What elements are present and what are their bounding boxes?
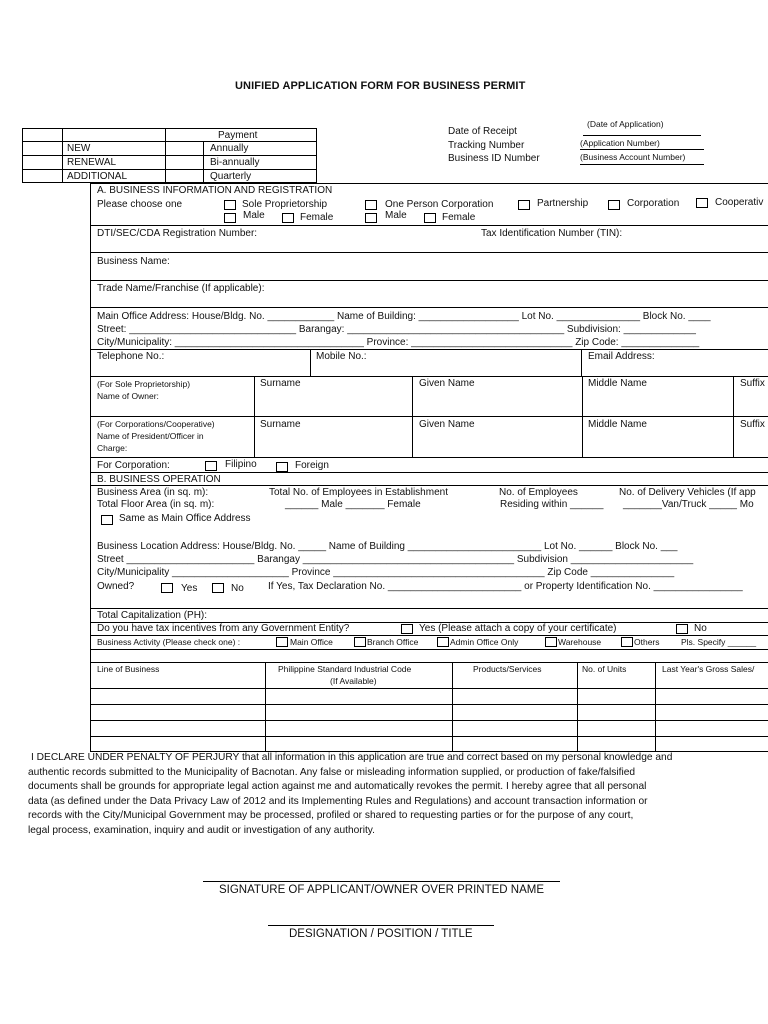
lob-header-psic-sub: (If Available) — [330, 676, 377, 686]
business-activity-label: Business Activity (Please check one) : — [97, 637, 241, 647]
incentives-yes-label: Yes (Please attach a copy of your certificate) — [419, 623, 617, 634]
owner-label-1: (For Sole Proprietorship) — [97, 379, 191, 389]
owner-surname-label: Surname — [260, 378, 301, 389]
corporation-checkbox[interactable] — [608, 200, 620, 210]
main-office-address-line1: Main Office Address: House/Bldg. No. ____________ Name of Building: __________________ Lot No. _______________ Block No. ____ — [97, 311, 711, 322]
admin-office-checkbox[interactable] — [437, 637, 449, 647]
employees-gender-line: ______ Male _______ Female — [285, 499, 421, 510]
application-number: (Application Number) — [580, 138, 660, 148]
dti-label: DTI/SEC/CDA Registration Number: — [97, 228, 258, 239]
delivery-vehicles-label: No. of Delivery Vehicles (If app — [619, 487, 756, 498]
sp-female-label: Female — [300, 212, 334, 223]
opc-female-label: Female — [442, 212, 476, 223]
president-suffix-label: Suffix — [740, 419, 765, 430]
mobile-label: Mobile No.: — [316, 351, 367, 362]
telephone-label: Telephone No.: — [97, 351, 165, 362]
incentives-no-checkbox[interactable] — [676, 624, 688, 634]
same-as-main-label: Same as Main Office Address — [119, 513, 251, 524]
tax-incentives-label: Do you have tax incentives from any Government Entity? — [97, 623, 350, 634]
president-label-1: (For Corporations/Cooperative) — [97, 419, 215, 429]
designation-line[interactable] — [268, 925, 494, 926]
business-account-number: (Business Account Number) — [580, 152, 686, 162]
van-truck-line: _______Van/Truck _____ Mo — [623, 499, 754, 510]
payment-annually[interactable]: Annually — [210, 143, 249, 154]
business-location-line1: Business Location Address: House/Bldg. No. _____ Name of Building ________________________ Lot No. ______ Block No. ___ — [97, 541, 678, 552]
please-specify-label: Pls. Specify ______ — [681, 637, 757, 647]
others-label: Others — [634, 637, 660, 647]
owned-no-checkbox[interactable] — [212, 583, 224, 593]
sp-male-label: Male — [243, 210, 265, 221]
tax-declaration-line: If Yes, Tax Declaration No. ________________________ or Property Identification No. ________________ — [268, 581, 743, 592]
filipino-checkbox[interactable] — [205, 461, 217, 471]
declaration-line: legal process, examination, inquiry and audit or investigation of any authority. — [28, 824, 375, 836]
date-of-receipt-label: Date of Receipt — [448, 126, 517, 137]
president-middle-name-label: Middle Name — [588, 419, 647, 430]
owner-middle-name-label: Middle Name — [588, 378, 647, 389]
sp-male-checkbox[interactable] — [224, 213, 236, 223]
lob-header-psic: Philippine Standard Industrial Code — [278, 664, 412, 674]
payment-header: Payment — [218, 130, 258, 141]
warehouse-label: Warehouse — [558, 637, 602, 647]
business-id-label: Business ID Number — [448, 153, 540, 164]
president-label-3: Charge: — [97, 443, 128, 453]
declaration-line: records with the City/Municipal Government may be processed, profiled or shared to requesting parties or for the purpose of any court, — [28, 810, 634, 822]
sp-female-checkbox[interactable] — [282, 213, 294, 223]
one-person-corp-checkbox[interactable] — [365, 200, 377, 210]
opc-female-checkbox[interactable] — [424, 213, 436, 223]
opc-male-label: Male — [385, 210, 407, 221]
trade-name-label: Trade Name/Franchise (If applicable): — [97, 283, 265, 294]
branch-office-checkbox[interactable] — [354, 637, 366, 647]
others-checkbox[interactable] — [621, 637, 633, 647]
date-of-application: (Date of Application) — [587, 119, 664, 129]
lob-header-gross-sales: Last Year's Gross Sales/ — [662, 664, 755, 674]
partnership-checkbox[interactable] — [518, 200, 530, 210]
email-label: Email Address: — [588, 351, 655, 362]
main-office-address-line2: Street: ______________________________ Barangay: _______________________________________ Subdivision: _____________ — [97, 324, 696, 335]
foreign-checkbox[interactable] — [276, 462, 288, 472]
type-renewal[interactable]: RENEWAL — [67, 157, 117, 168]
declaration-line: documents shall be grounds for appropriate legal action against me and automatically revokes the permit. I hereby agree that all personal — [28, 781, 647, 793]
main-office-label: Main Office — [290, 637, 333, 647]
form-title: UNIFIED APPLICATION FORM FOR BUSINESS PERMIT — [235, 80, 526, 92]
please-choose-label: Please choose one — [97, 199, 183, 210]
president-given-name-label: Given Name — [419, 419, 475, 430]
signature-label: SIGNATURE OF APPLICANT/OWNER OVER PRINTED NAME — [219, 884, 545, 896]
owned-label: Owned? — [97, 581, 135, 592]
type-additional[interactable]: ADDITIONAL — [67, 171, 128, 182]
owned-yes-label: Yes — [181, 583, 198, 594]
total-capitalization-label: Total Capitalization (PH): — [97, 610, 208, 621]
designation-label: DESIGNATION / POSITION / TITLE — [289, 928, 473, 940]
opc-male-checkbox[interactable] — [365, 213, 377, 223]
business-location-line2: Street _______________________ Barangay ______________________________________ Subdivision ______________________ — [97, 554, 694, 565]
payment-bi-annually[interactable]: Bi-annually — [210, 157, 260, 168]
business-area-label: Business Area (in sq. m): — [97, 487, 209, 498]
residing-within-label: Residing within ______ — [500, 499, 604, 510]
foreign-label: Foreign — [295, 460, 329, 471]
owned-no-label: No — [231, 583, 244, 594]
sole-proprietorship-checkbox[interactable] — [224, 200, 236, 210]
lob-header-line-of-business: Line of Business — [97, 664, 160, 674]
branch-office-label: Branch Office — [367, 637, 419, 647]
total-floor-area-label: Total Floor Area (in sq. m): — [97, 499, 215, 510]
president-label-2: Name of President/Officer in — [97, 431, 204, 441]
no-employees-label: No. of Employees — [499, 487, 578, 498]
corporation-label: Corporation — [627, 198, 680, 209]
tin-label: Tax Identification Number (TIN): — [481, 228, 623, 239]
payment-quarterly[interactable]: Quarterly — [210, 171, 252, 182]
owner-given-name-label: Given Name — [419, 378, 475, 389]
filipino-label: Filipino — [225, 459, 257, 470]
declaration-line: I DECLARE UNDER PENALTY OF PERJURY that all information in this application are true and correct based on my personal knowledge and — [31, 752, 673, 763]
section-a-header: A. BUSINESS INFORMATION AND REGISTRATION — [97, 185, 333, 196]
section-b-header: B. BUSINESS OPERATION — [97, 474, 221, 485]
declaration-line: data (as defined under the Data Privacy Law of 2012 and its Implementing Rules and Regulations) and account transaction information or — [28, 795, 648, 807]
total-employees-label: Total No. of Employees in Establishment — [269, 487, 448, 498]
partnership-label: Partnership — [537, 198, 589, 209]
business-location-line3: City/Municipality _____________________ Province ______________________________________ Zip Code _______________ — [97, 567, 675, 578]
for-corporation-label: For Corporation: — [97, 460, 170, 471]
signature-line[interactable] — [203, 881, 560, 882]
owned-yes-checkbox[interactable] — [161, 583, 173, 593]
main-office-checkbox[interactable] — [276, 637, 288, 647]
one-person-corp-label: One Person Corporation — [385, 199, 494, 210]
declaration-line: authentic records submitted to the Municipality of Bacnotan. Any false or misleading information supplied, or production of fake/falsified — [28, 766, 636, 778]
owner-label-2: Name of Owner: — [97, 391, 159, 401]
tracking-number-label: Tracking Number — [448, 140, 525, 151]
lob-header-products: Products/Services — [473, 664, 542, 674]
sole-proprietorship-label: Sole Proprietorship — [242, 199, 328, 210]
incentives-yes-checkbox[interactable] — [401, 624, 413, 634]
admin-office-label: Admin Office Only — [450, 637, 519, 647]
declaration-text — [28, 751, 748, 839]
lob-header-units: No. of Units — [582, 664, 627, 674]
main-office-address-line3: City/Municipality: __________________________________ Province: _____________________________ Zip Code: ______________ — [97, 337, 700, 348]
type-new[interactable]: NEW — [67, 143, 91, 154]
cooperative-checkbox[interactable] — [696, 198, 708, 208]
same-as-main-checkbox[interactable] — [101, 515, 113, 525]
cooperative-label: Cooperativ — [715, 197, 764, 208]
incentives-no-label: No — [694, 623, 707, 634]
president-surname-label: Surname — [260, 419, 301, 430]
business-name-label: Business Name: — [97, 256, 170, 267]
warehouse-checkbox[interactable] — [545, 637, 557, 647]
owner-suffix-label: Suffix — [740, 378, 765, 389]
